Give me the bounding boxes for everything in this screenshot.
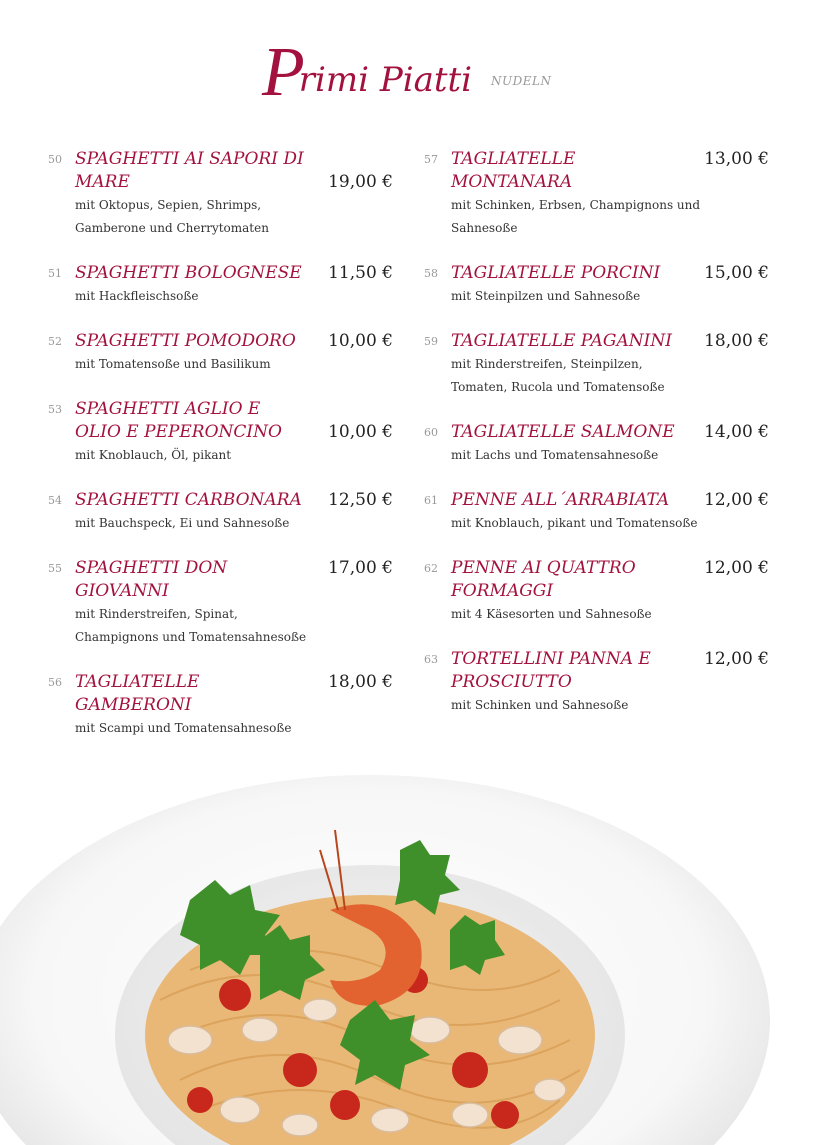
item-description: mit Lachs und Tomatensahnesoße [451,448,659,462]
menu-item [424,148,769,240]
item-price: 12,00 € [704,490,769,510]
item-name: SPAGHETTI DON GIOVANNI [75,558,228,601]
item-price: 18,00 € [328,672,393,692]
item-price: 10,00 € [328,422,393,442]
item-price: 18,00 € [704,331,769,351]
item-description: mit Bauchspeck, Ei und Sahnesoße [75,516,290,530]
menu-item [48,557,393,649]
item-name: SPAGHETTI CARBONARA [75,490,302,510]
item-description: mit Steinpilzen und Sahnesoße [451,289,641,303]
menu-item [424,330,769,399]
item-number: 54 [48,494,62,507]
item-name: TAGLIATELLE SALMONE [451,422,675,442]
item-number: 55 [48,562,62,575]
menu-column-left [48,148,393,762]
pasta-plate-image [0,770,816,1145]
item-price: 11,50 € [328,263,393,283]
item-number: 61 [424,494,438,507]
menu-item [424,557,769,626]
item-price: 13,00 € [704,149,769,169]
item-price: 12,00 € [704,558,769,578]
item-description: mit Schinken, Erbsen, Champignons und Sahnesoße [451,198,701,235]
item-price: 12,50 € [328,490,393,510]
item-number: 59 [424,335,438,348]
pasta-plate-illustration [0,770,816,1145]
menu-item [48,330,393,376]
page-header [0,20,816,111]
item-number: 62 [424,562,438,575]
item-description: mit Rinderstreifen, Spinat, Champignons und Tomatensahnesoße [75,607,307,644]
menu-item [424,648,769,717]
item-name: TAGLIATELLE PORCINI [451,263,661,283]
menu-item [48,148,393,240]
item-description: mit Knoblauch, Öl, pikant [75,448,232,462]
item-description: mit Oktopus, Sepien, Shrimps, Gamberone und Cherrytomaten [75,198,269,235]
item-name: SPAGHETTI AI SAPORI DI MARE [75,149,304,192]
item-number: 57 [424,153,438,166]
menu-item [424,262,769,308]
menu-item [48,489,393,535]
item-description: mit Schinken und Sahnesoße [451,698,629,712]
menu-item [48,398,393,467]
item-name: TAGLIATELLE MONTANARA [451,149,576,192]
item-description: mit Knoblauch, pikant und Tomatensoße [451,516,698,530]
title-rest: rimi Piatti [298,60,473,100]
item-name: SPAGHETTI POMODORO [75,331,296,351]
item-description: mit 4 Käsesorten und Sahnesoße [451,607,652,621]
item-number: 56 [48,676,62,689]
item-description: mit Scampi und Tomatensahnesoße [75,721,292,735]
item-number: 51 [48,267,62,280]
item-name: TORTELLINI PANNA E PROSCIUTTO [451,649,651,692]
menu-item [48,262,393,308]
item-price: 14,00 € [704,422,769,442]
item-price: 19,00 € [328,172,393,192]
page-title [262,34,473,111]
item-price: 12,00 € [704,649,769,669]
item-number: 52 [48,335,62,348]
item-description: mit Tomatensoße und Basilikum [75,357,271,371]
menu-item [424,421,769,467]
item-name: SPAGHETTI BOLOGNESE [75,263,302,283]
item-number: 63 [424,653,438,666]
item-description: mit Hackfleischsoße [75,289,199,303]
item-name: PENNE AI QUATTRO FORMAGGI [451,558,636,601]
menu-column-right [424,148,769,739]
item-price: 15,00 € [704,263,769,283]
menu-item [424,489,769,535]
item-number: 58 [424,267,438,280]
item-price: 10,00 € [328,331,393,351]
page-subtitle: NUDELN [491,74,552,88]
item-description: mit Rinderstreifen, Steinpilzen, Tomaten, Rucola und Tomatensoße [451,357,665,394]
item-number: 53 [48,403,62,416]
item-price: 17,00 € [328,558,393,578]
menu-item [48,671,393,740]
item-name: TAGLIATELLE PAGANINI [451,331,672,351]
item-number: 50 [48,153,62,166]
title-initial: P [262,34,305,111]
item-number: 60 [424,426,438,439]
item-name: TAGLIATELLE GAMBERONI [75,672,200,715]
item-name: SPAGHETTI AGLIO E OLIO E PEPERONCINO [75,399,282,442]
item-name: PENNE ALL´ARRABIATA [451,490,670,510]
